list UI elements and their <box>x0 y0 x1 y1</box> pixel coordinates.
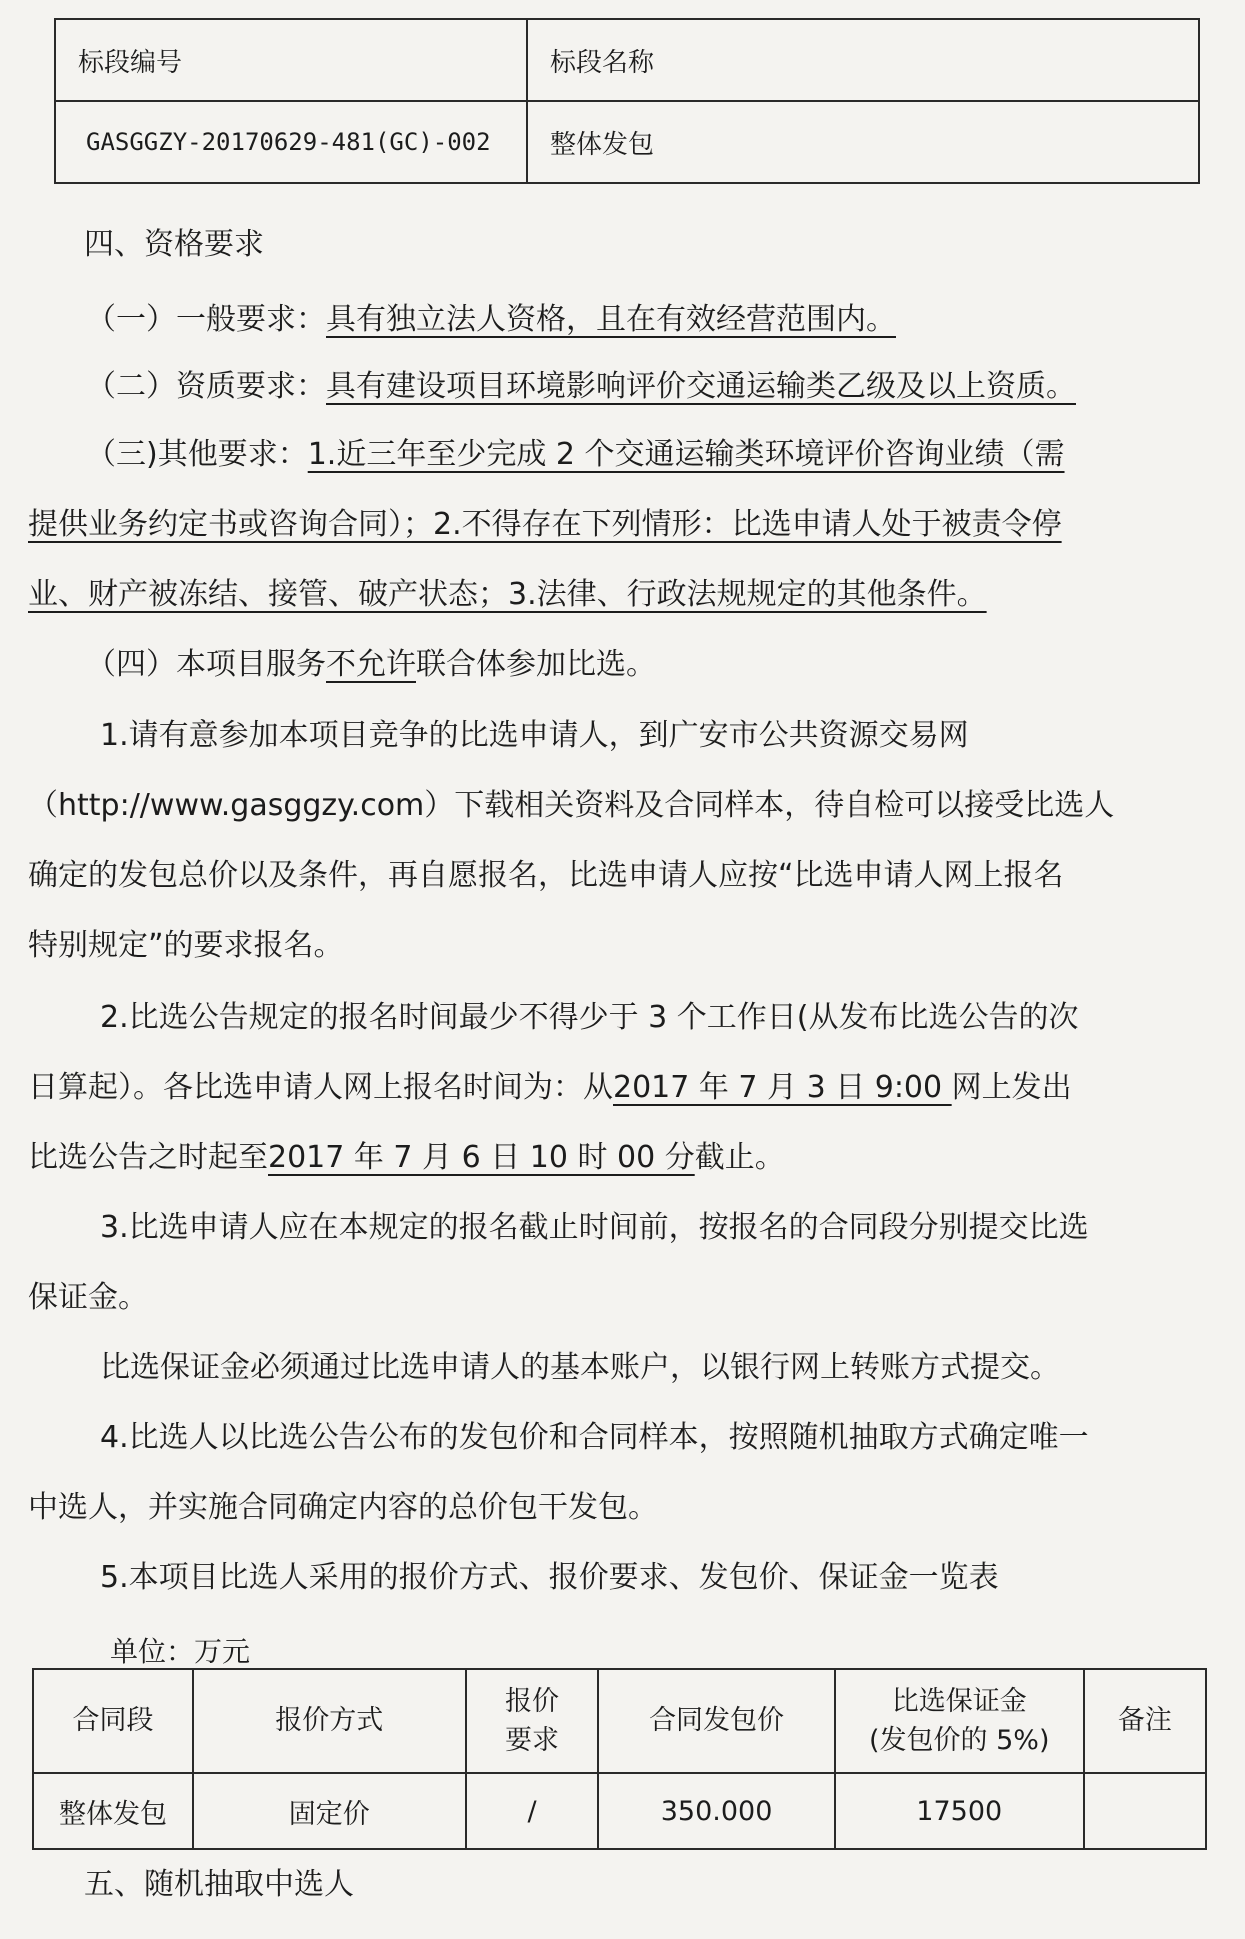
requirement-qualification <box>86 369 1245 404</box>
paragraph-2-line-1: 2.比选公告规定的报名时间最少不得少于 3 个工作日(从发布比选公告的次 <box>100 1000 1079 1035</box>
registration-start-time: 2017 年 7 月 3 日 9:00 <box>613 1070 952 1105</box>
paragraph-deposit: 比选保证金必须通过比选申请人的基本账户，以银行网上转账方式提交。 <box>100 1350 1060 1385</box>
header-cell-section-code: 标段编号 <box>55 19 527 101</box>
remarks-cell <box>1084 1773 1206 1849</box>
paragraph-1-line-2: （http://www.gasggzy.com）下载相关资料及合同样本，待自检可以接受比选人 <box>28 788 1115 823</box>
requirement-text: 具有独立法人资格，且在有效经营范围内。 <box>326 302 896 337</box>
paragraph-4-line-1: 4.比选人以比选公告公布的发包价和合同样本，按照随机抽取方式确定唯一 <box>100 1420 1089 1455</box>
bid-section-table <box>54 18 1200 184</box>
paragraph-4-line-2: 中选人，并实施合同确定内容的总价包干发包。 <box>28 1490 658 1525</box>
section-5-title: 五、随机抽取中选人 <box>84 1867 354 1902</box>
requirement-other-line-3 <box>28 577 1208 612</box>
unit-label: 单位：万元 <box>110 1635 251 1668</box>
requirement-label: （一）一般要求： <box>86 302 326 337</box>
requirement-consortium: （四）本项目服务不允许联合体参加比选。 <box>86 647 656 682</box>
paragraph-1-line-3: 确定的发包总价以及条件，再自愿报名，比选申请人应按“比选申请人网上报名 <box>28 858 1064 893</box>
paragraph-3-line-2: 保证金。 <box>28 1280 148 1315</box>
table-header-row <box>55 19 1199 101</box>
requirement-text: 提供业务约定书或咨询合同）；2.不得存在下列情形：比选申请人处于被责令停 <box>28 507 1062 542</box>
column-header: 比选保证金 (发包价的 5%) <box>835 1669 1084 1773</box>
section-name-cell: 整体发包 <box>527 101 1199 183</box>
requirement-text: 业、财产被冻结、接管、破产状态；3.法律、行政法规规定的其他条件。 <box>28 577 987 612</box>
requirement-label: （三)其他要求： <box>86 437 308 472</box>
deposit-cell: 17500 <box>835 1773 1084 1849</box>
section-4-title: 四、资格要求 <box>84 227 264 262</box>
paragraph-3-line-1: 3.比选申请人应在本规定的报名截止时间前，按报名的合同段分别提交比选 <box>100 1210 1089 1245</box>
paragraph-1-line-1: 1.请有意参加本项目竞争的比选申请人，到广安市公共资源交易网 <box>100 718 969 753</box>
paragraph-1-line-4: 特别规定”的要求报名。 <box>28 928 344 963</box>
requirement-other-line-1 <box>86 437 1245 472</box>
header-cell-section-name: 标段名称 <box>527 19 1199 101</box>
column-header: 备注 <box>1084 1669 1206 1773</box>
requirement-other-line-2 <box>28 507 1208 542</box>
column-header: 报价 要求 <box>466 1669 599 1773</box>
consortium-not-allowed: 不允许 <box>326 647 416 682</box>
quote-method-cell: 固定价 <box>193 1773 466 1849</box>
requirement-label: （二）资质要求： <box>86 369 326 404</box>
paragraph-2-line-3: 比选公告之时起至2017 年 7 月 6 日 10 时 00 分截止。 <box>28 1140 785 1175</box>
section-code-cell: GASGGZY-20170629-481(GC)-002 <box>55 101 527 183</box>
requirement-text: 1.近三年至少完成 2 个交通运输类环境评价咨询业绩（需 <box>307 437 1065 472</box>
contract-price-cell: 350.000 <box>598 1773 834 1849</box>
column-header: 合同段 <box>33 1669 193 1773</box>
paragraph-2-line-2: 日算起）。各比选申请人网上报名时间为：从2017 年 7 月 3 日 9:00 网上发出 <box>28 1070 1072 1105</box>
table-row <box>55 101 1199 183</box>
quote-requirement-cell: / <box>466 1773 599 1849</box>
table-row <box>33 1773 1206 1849</box>
requirement-text: 具有建设项目环境影响评价交通运输类乙级及以上资质。 <box>326 369 1076 404</box>
table-header-row <box>33 1669 1206 1773</box>
requirement-general <box>86 302 1245 337</box>
price-table <box>32 1668 1207 1850</box>
contract-section-cell: 整体发包 <box>33 1773 193 1849</box>
registration-deadline: 2017 年 7 月 6 日 10 时 00 分 <box>268 1140 695 1175</box>
column-header: 报价方式 <box>193 1669 466 1773</box>
paragraph-5: 5.本项目比选人采用的报价方式、报价要求、发包价、保证金一览表 <box>100 1560 999 1595</box>
column-header: 合同发包价 <box>598 1669 834 1773</box>
